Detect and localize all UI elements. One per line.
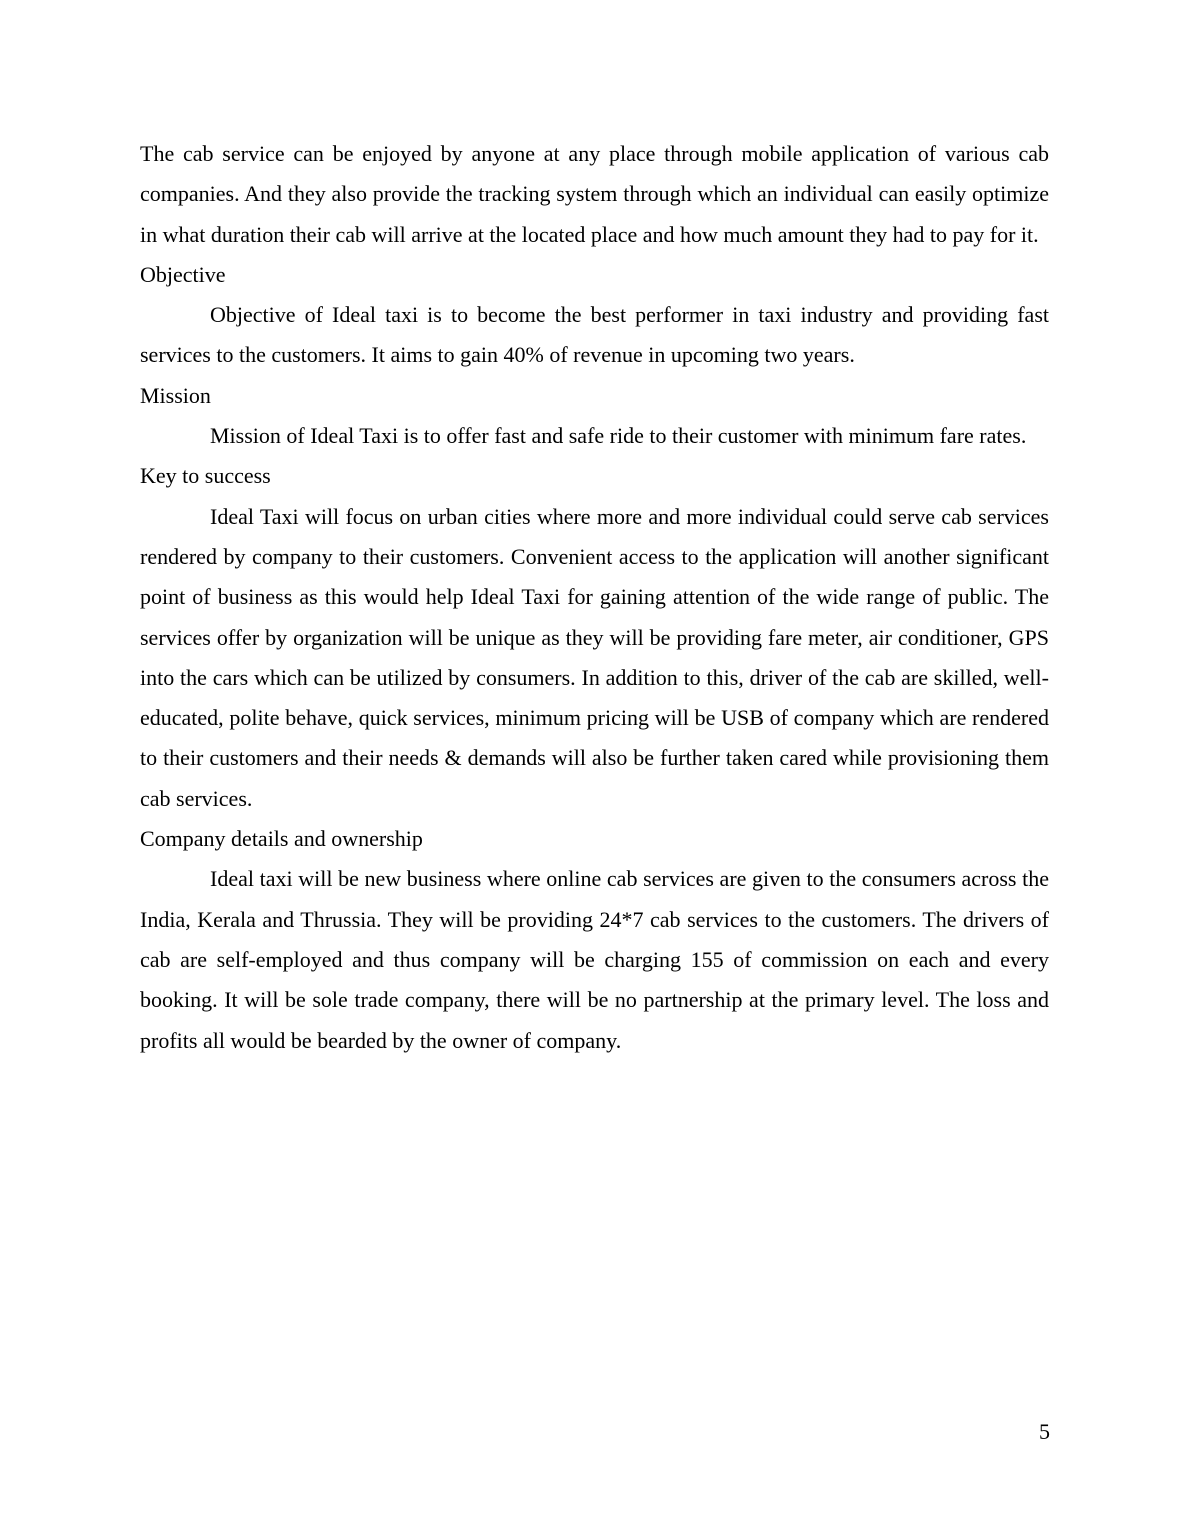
key-to-success-heading: Key to success bbox=[140, 463, 271, 489]
key-to-success-paragraph: Ideal Taxi will focus on urban cities where more and more individual could serve cab services rendered by company to their customers. Convenient access to the application will another significant point of business as this would help Ideal Taxi for gaining attention of the wide range of public. The services offer by organization will be unique as they will be providing fare meter, air conditioner, GPS into the cars which can be utilized by consumers. In addition to this, driver of the cab are skilled, well-educated, polite behave, quick services, minimum pricing will be USB of company which are rendered to their customers and their needs & demands will also be further taken cared while provisioning them cab services. bbox=[140, 503, 1049, 811]
objective-paragraph: Objective of Ideal taxi is to become the best performer in taxi industry and providing fast services to the customers. It aims to gain 40% of revenue in upcoming two years. bbox=[140, 302, 1049, 368]
company-details-heading: Company details and ownership bbox=[140, 826, 423, 852]
document-body bbox=[140, 134, 1049, 1061]
objective-heading: Objective bbox=[140, 261, 226, 287]
mission-paragraph: Mission of Ideal Taxi is to offer fast and safe ride to their customer with minimum fare rates. bbox=[210, 423, 1027, 449]
mission-heading: Mission bbox=[140, 382, 211, 408]
company-details-paragraph: Ideal taxi will be new business where online cab services are given to the consumers across the India, Kerala and Thrussia. They will be providing 24*7 cab services to the customers. The drivers of cab are self-employed and thus company will be charging 155 of commission on each and every booking. It will be sole trade company, there will be no partnership at the primary level. The loss and profits all would be bearded by the owner of company. bbox=[140, 866, 1049, 1053]
page-number: 5 bbox=[1039, 1419, 1050, 1444]
intro-paragraph: The cab service can be enjoyed by anyone at any place through mobile application of various cab companies. And they also provide the tracking system through which an individual can easily optimize in what duration their cab will arrive at the located place and how much amount they had to pay for it. bbox=[140, 141, 1049, 247]
